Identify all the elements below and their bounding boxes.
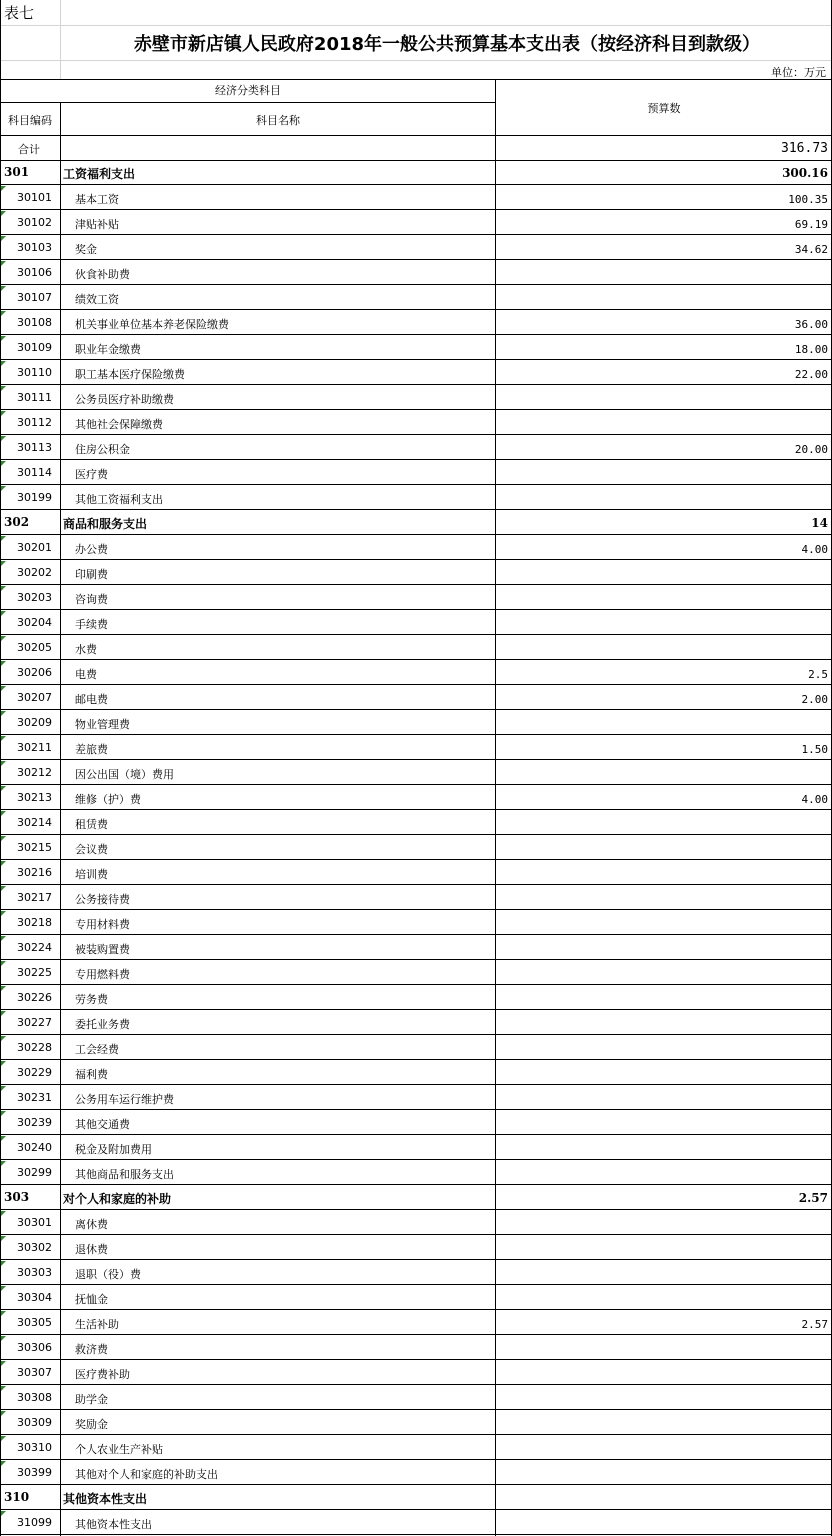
header-code: 科目编码 xyxy=(8,114,52,127)
row-value xyxy=(500,1043,828,1059)
row-name: 奖金 xyxy=(75,243,97,256)
row-name: 其他资本性支出 xyxy=(63,1492,148,1506)
row-name: 印刷费 xyxy=(75,568,108,581)
row-code: 30310 xyxy=(17,1441,52,1454)
row-name: 工会经费 xyxy=(75,1043,119,1056)
row-value: 2.57 xyxy=(798,1191,828,1205)
table-row xyxy=(0,460,832,485)
cell-note-marker-icon xyxy=(1,236,6,241)
header-budget: 预算数 xyxy=(647,102,681,115)
table-row xyxy=(0,485,832,510)
row-code: 30212 xyxy=(17,766,52,779)
row-name: 工资福利支出 xyxy=(63,167,136,181)
row-code: 30301 xyxy=(17,1216,52,1229)
row-name: 机关事业单位基本养老保险缴费 xyxy=(75,318,229,331)
row-name: 维修（护）费 xyxy=(75,793,141,806)
row-name: 公务用车运行维护费 xyxy=(75,1093,174,1106)
row-value: 4.00 xyxy=(801,793,828,806)
row-code: 31099 xyxy=(17,1516,52,1529)
row-name: 基本工资 xyxy=(75,193,119,206)
row-name: 劳务费 xyxy=(75,993,108,1006)
row-code: 30203 xyxy=(17,591,52,604)
row-code: 30225 xyxy=(17,966,52,979)
row-code: 30299 xyxy=(17,1166,52,1179)
row-name: 退职（役）费 xyxy=(75,1268,141,1281)
row-name: 住房公积金 xyxy=(75,443,130,456)
row-code: 30102 xyxy=(17,216,52,229)
cell-note-marker-icon xyxy=(1,1511,6,1516)
unit-label: 单位：万元 xyxy=(771,66,826,79)
table-row xyxy=(0,1435,832,1460)
total-value: 316.73 xyxy=(781,141,828,156)
row-code: 30307 xyxy=(17,1366,52,1379)
row-value: 34.62 xyxy=(794,243,828,256)
row-code: 30239 xyxy=(17,1116,52,1129)
row-code: 301 xyxy=(4,165,30,179)
header-econ-category: 经济分类科目 xyxy=(215,84,281,97)
row-code: 30207 xyxy=(17,691,52,704)
row-name: 抚恤金 xyxy=(75,1293,108,1306)
table-row xyxy=(0,1085,832,1110)
cell-note-marker-icon xyxy=(1,336,6,341)
table-row xyxy=(0,1410,832,1435)
cell-note-marker-icon xyxy=(1,386,6,391)
row-code: 30214 xyxy=(17,816,52,829)
row-code: 30107 xyxy=(17,291,52,304)
row-name: 公务接待费 xyxy=(75,893,130,906)
row-name: 生活补助 xyxy=(75,1318,119,1331)
cell-note-marker-icon xyxy=(1,761,6,766)
row-value: 1.50 xyxy=(801,743,828,756)
row-name: 会议费 xyxy=(75,843,108,856)
row-code: 30228 xyxy=(17,1041,52,1054)
row-value xyxy=(500,1243,828,1259)
cell-note-marker-icon xyxy=(1,661,6,666)
cell-note-marker-icon xyxy=(1,311,6,316)
row-value xyxy=(500,968,828,984)
cell-note-marker-icon xyxy=(1,186,6,191)
cell-note-marker-icon xyxy=(1,286,6,291)
table-row xyxy=(0,1035,832,1060)
table-row xyxy=(0,985,832,1010)
row-value xyxy=(500,493,828,509)
row-name: 奖励金 xyxy=(75,1418,108,1431)
row-name: 委托业务费 xyxy=(75,1018,130,1031)
cell-note-marker-icon xyxy=(1,1036,6,1041)
row-name: 被装购置费 xyxy=(75,943,130,956)
table-row xyxy=(0,1510,832,1535)
cell-note-marker-icon xyxy=(1,361,6,366)
row-value xyxy=(500,993,828,1009)
row-code: 30112 xyxy=(17,416,52,429)
row-value xyxy=(500,818,828,834)
row-code: 30304 xyxy=(17,1291,52,1304)
table-row xyxy=(0,935,832,960)
table-row xyxy=(0,1360,832,1385)
cell-note-marker-icon xyxy=(1,1011,6,1016)
row-value xyxy=(500,918,828,934)
header-name: 科目名称 xyxy=(256,114,300,127)
cell-note-marker-icon xyxy=(1,786,6,791)
cell-note-marker-icon xyxy=(1,411,6,416)
table-row xyxy=(0,810,832,835)
row-code: 30101 xyxy=(17,191,52,204)
row-code: 30240 xyxy=(17,1141,52,1154)
row-name: 其他工资福利支出 xyxy=(75,493,163,506)
cell-note-marker-icon xyxy=(1,1336,6,1341)
row-value xyxy=(500,1443,828,1459)
cell-note-marker-icon xyxy=(1,1311,6,1316)
table-row xyxy=(0,435,832,460)
cell-note-marker-icon xyxy=(1,1361,6,1366)
row-value: 300.16 xyxy=(782,166,828,180)
cell-note-marker-icon xyxy=(1,1211,6,1216)
row-value xyxy=(500,1018,828,1034)
cell-note-marker-icon xyxy=(1,986,6,991)
row-name: 邮电费 xyxy=(75,693,108,706)
table-row xyxy=(0,235,832,260)
table-row xyxy=(0,835,832,860)
cell-note-marker-icon xyxy=(1,836,6,841)
row-code: 30216 xyxy=(17,866,52,879)
table-row xyxy=(0,535,832,560)
cell-note-marker-icon xyxy=(1,1436,6,1441)
row-name: 培训费 xyxy=(75,868,108,881)
cell-note-marker-icon xyxy=(1,636,6,641)
cell-note-marker-icon xyxy=(1,561,6,566)
row-name: 租赁费 xyxy=(75,818,108,831)
row-value: 22.00 xyxy=(794,368,828,381)
row-value xyxy=(500,1368,828,1384)
row-name: 其他社会保障缴费 xyxy=(75,418,163,431)
sheet-label: 表七 xyxy=(4,4,35,22)
row-code: 30213 xyxy=(17,791,52,804)
row-value xyxy=(500,1218,828,1234)
row-value xyxy=(500,768,828,784)
table-row xyxy=(0,710,832,735)
cell-note-marker-icon xyxy=(1,711,6,716)
cell-note-marker-icon xyxy=(1,436,6,441)
table-row xyxy=(0,1260,832,1285)
cell-note-marker-icon xyxy=(1,1461,6,1466)
row-value: 2.00 xyxy=(801,693,828,706)
cell-note-marker-icon xyxy=(1,886,6,891)
row-code: 30202 xyxy=(17,566,52,579)
row-code: 30111 xyxy=(17,391,52,404)
row-value xyxy=(500,843,828,859)
row-name: 绩效工资 xyxy=(75,293,119,306)
row-name: 办公费 xyxy=(75,543,108,556)
row-code: 30305 xyxy=(17,1316,52,1329)
cell-note-marker-icon xyxy=(1,1161,6,1166)
table-row xyxy=(0,410,832,435)
row-code: 30209 xyxy=(17,716,52,729)
table-row xyxy=(0,760,832,785)
table-row xyxy=(0,635,832,660)
cell-note-marker-icon xyxy=(1,1086,6,1091)
cell-note-marker-icon xyxy=(1,1261,6,1266)
cell-note-marker-icon xyxy=(1,1386,6,1391)
row-name: 个人农业生产补贴 xyxy=(75,1443,163,1456)
row-value xyxy=(500,268,828,284)
row-value xyxy=(500,1068,828,1084)
row-name: 专用燃料费 xyxy=(75,968,130,981)
row-code: 30217 xyxy=(17,891,52,904)
table-row xyxy=(0,1185,832,1210)
table-row xyxy=(0,1335,832,1360)
row-name: 退休费 xyxy=(75,1243,108,1256)
table-row xyxy=(0,285,832,310)
row-code: 30399 xyxy=(17,1466,52,1479)
row-name: 专用材料费 xyxy=(75,918,130,931)
row-value xyxy=(500,1293,828,1309)
row-name: 手续费 xyxy=(75,618,108,631)
table-row xyxy=(0,385,832,410)
row-code: 30211 xyxy=(17,741,52,754)
row-name: 其他商品和服务支出 xyxy=(75,1168,174,1181)
row-name: 救济费 xyxy=(75,1343,108,1356)
row-value: 20.00 xyxy=(794,443,828,456)
row-value: 18.00 xyxy=(794,343,828,356)
table-row xyxy=(0,885,832,910)
total-label: 合计 xyxy=(18,143,40,156)
row-name: 离休费 xyxy=(75,1218,108,1231)
cell-note-marker-icon xyxy=(1,586,6,591)
cell-note-marker-icon xyxy=(1,1236,6,1241)
cell-note-marker-icon xyxy=(1,1411,6,1416)
row-name: 福利费 xyxy=(75,1068,108,1081)
row-value xyxy=(500,1168,828,1184)
table-row xyxy=(0,1010,832,1035)
row-code: 30110 xyxy=(17,366,52,379)
row-value: 4.00 xyxy=(801,543,828,556)
table-row xyxy=(0,185,832,210)
table-row xyxy=(0,1235,832,1260)
row-code: 30108 xyxy=(17,316,52,329)
row-value xyxy=(500,943,828,959)
table-row xyxy=(0,1485,832,1510)
table-row xyxy=(0,610,832,635)
row-code: 30114 xyxy=(17,466,52,479)
row-code: 30199 xyxy=(17,491,52,504)
cell-note-marker-icon xyxy=(1,811,6,816)
cell-note-marker-icon xyxy=(1,536,6,541)
row-name: 其他交通费 xyxy=(75,1118,130,1131)
row-value xyxy=(500,618,828,634)
row-code: 302 xyxy=(4,515,30,529)
row-value xyxy=(500,1393,828,1409)
row-code: 30229 xyxy=(17,1066,52,1079)
table-row xyxy=(0,1460,832,1485)
cell-note-marker-icon xyxy=(1,686,6,691)
table-row xyxy=(0,1060,832,1085)
row-value xyxy=(500,1418,828,1434)
row-code: 30218 xyxy=(17,916,52,929)
table-row xyxy=(0,735,832,760)
row-name: 商品和服务支出 xyxy=(63,517,148,531)
cell-note-marker-icon xyxy=(1,1111,6,1116)
row-code: 303 xyxy=(4,1190,30,1204)
row-value: 14 xyxy=(811,516,828,530)
cell-note-marker-icon xyxy=(1,1061,6,1066)
row-value xyxy=(500,418,828,434)
table-row xyxy=(0,1285,832,1310)
row-value xyxy=(500,1143,828,1159)
row-name: 其他资本性支出 xyxy=(75,1518,152,1531)
row-code: 30204 xyxy=(17,616,52,629)
row-code: 30201 xyxy=(17,541,52,554)
row-code: 30231 xyxy=(17,1091,52,1104)
row-value xyxy=(500,893,828,909)
page-title: 赤壁市新店镇人民政府2018年一般公共预算基本支出表（按经济科目到款级） xyxy=(133,34,761,55)
row-value xyxy=(500,718,828,734)
row-name: 咨询费 xyxy=(75,593,108,606)
row-value xyxy=(500,593,828,609)
table-row xyxy=(0,335,832,360)
table-row xyxy=(0,160,832,185)
row-name: 医疗费补助 xyxy=(75,1368,130,1381)
cell-note-marker-icon xyxy=(1,861,6,866)
row-code: 30302 xyxy=(17,1241,52,1254)
table-row xyxy=(0,260,832,285)
row-value xyxy=(500,468,828,484)
row-value: 2.57 xyxy=(801,1318,828,1331)
cell-note-marker-icon xyxy=(1,261,6,266)
row-value xyxy=(500,868,828,884)
row-name: 医疗费 xyxy=(75,468,108,481)
table-row xyxy=(0,310,832,335)
row-name: 伙食补助费 xyxy=(75,268,130,281)
table-row xyxy=(0,1160,832,1185)
row-value: 36.00 xyxy=(794,318,828,331)
row-value xyxy=(500,1093,828,1109)
row-value: 100.35 xyxy=(788,193,828,206)
row-code: 30206 xyxy=(17,666,52,679)
row-code: 310 xyxy=(4,1490,30,1504)
row-value xyxy=(500,293,828,309)
row-code: 30303 xyxy=(17,1266,52,1279)
row-value xyxy=(500,393,828,409)
table-row xyxy=(0,1210,832,1235)
row-name: 物业管理费 xyxy=(75,718,130,731)
table-row xyxy=(0,210,832,235)
row-name: 公务员医疗补助缴费 xyxy=(75,393,174,406)
cell-note-marker-icon xyxy=(1,961,6,966)
row-name: 电费 xyxy=(75,668,97,681)
cell-note-marker-icon xyxy=(1,911,6,916)
row-name: 职工基本医疗保险缴费 xyxy=(75,368,185,381)
table-row xyxy=(0,910,832,935)
row-code: 30109 xyxy=(17,341,52,354)
table-row xyxy=(0,685,832,710)
row-value xyxy=(500,1518,828,1534)
table-row xyxy=(0,785,832,810)
table-row xyxy=(0,960,832,985)
table-row xyxy=(0,1310,832,1335)
table-row xyxy=(0,1385,832,1410)
row-value xyxy=(500,1268,828,1284)
row-code: 30308 xyxy=(17,1391,52,1404)
row-name: 职业年金缴费 xyxy=(75,343,141,356)
row-code: 30227 xyxy=(17,1016,52,1029)
table-row xyxy=(0,585,832,610)
table-row xyxy=(0,1135,832,1160)
table-row xyxy=(0,860,832,885)
table-row xyxy=(0,660,832,685)
table-row xyxy=(0,560,832,585)
cell-note-marker-icon xyxy=(1,936,6,941)
row-code: 30306 xyxy=(17,1341,52,1354)
row-value xyxy=(500,1468,828,1484)
cell-note-marker-icon xyxy=(1,1286,6,1291)
row-name: 税金及附加费用 xyxy=(75,1143,152,1156)
row-value xyxy=(500,1118,828,1134)
cell-note-marker-icon xyxy=(1,611,6,616)
row-code: 30106 xyxy=(17,266,52,279)
row-code: 30226 xyxy=(17,991,52,1004)
row-value: 69.19 xyxy=(794,218,828,231)
row-value xyxy=(500,568,828,584)
table-row xyxy=(0,510,832,535)
cell-note-marker-icon xyxy=(1,211,6,216)
row-code: 30224 xyxy=(17,941,52,954)
table-row xyxy=(0,1110,832,1135)
row-name: 其他对个人和家庭的补助支出 xyxy=(75,1468,218,1481)
row-value xyxy=(500,1343,828,1359)
row-name: 因公出国（境）费用 xyxy=(75,768,174,781)
row-name: 对个人和家庭的补助 xyxy=(63,1192,172,1206)
row-value xyxy=(500,1491,828,1507)
cell-note-marker-icon xyxy=(1,1136,6,1141)
row-name: 津贴补贴 xyxy=(75,218,119,231)
row-code: 30103 xyxy=(17,241,52,254)
row-value: 2.5 xyxy=(808,668,828,681)
row-code: 30309 xyxy=(17,1416,52,1429)
row-name: 助学金 xyxy=(75,1393,108,1406)
row-value xyxy=(500,643,828,659)
row-name: 水费 xyxy=(75,643,97,656)
cell-note-marker-icon xyxy=(1,461,6,466)
cell-note-marker-icon xyxy=(1,736,6,741)
row-name: 差旅费 xyxy=(75,743,108,756)
row-code: 30113 xyxy=(17,441,52,454)
table-row xyxy=(0,360,832,385)
row-code: 30215 xyxy=(17,841,52,854)
cell-note-marker-icon xyxy=(1,486,6,491)
row-code: 30205 xyxy=(17,641,52,654)
